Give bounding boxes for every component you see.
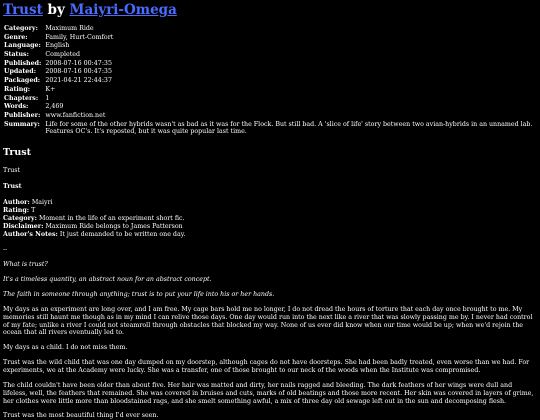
- author-info-line: [3, 199, 537, 207]
- metadata-row: [3, 42, 536, 51]
- metadata-row: [3, 33, 536, 42]
- italic-text: It's a timeless quantity, an abstract noun for an abstract concept.: [3, 276, 212, 284]
- author-info-value: Maximum Ride belongs to James Patterson: [45, 222, 183, 230]
- metadata-label: Rating:: [4, 85, 31, 93]
- author-info-value: It just demanded to be written one day.: [59, 230, 186, 238]
- metadata-label: Summary:: [4, 120, 40, 128]
- metadata-label: Chapters:: [4, 94, 39, 102]
- author-info-block: [3, 199, 537, 238]
- metadata-label: Language:: [4, 42, 41, 50]
- author-info-label: Author's Notes:: [3, 230, 58, 238]
- chapter-title-plain: Trust: [3, 167, 21, 175]
- story-paragraph: Trust was the most beautiful thing I'd ever seen.: [3, 412, 159, 420]
- chapter-title-bold: Trust: [3, 183, 22, 191]
- metadata-row: [3, 94, 536, 103]
- story-body: [3, 306, 537, 420]
- metadata-label: Words:: [4, 103, 29, 111]
- metadata-value: 2008-07-16 00:47:35: [45, 68, 112, 76]
- author-info-label: Rating:: [3, 207, 30, 214]
- italic-text: The faith in someone through anything; trust is to put your life into his or her hands.: [3, 291, 275, 299]
- story-paragraph: My days as a child. I do not miss them.: [3, 344, 128, 352]
- metadata-label: Genre:: [4, 33, 28, 41]
- metadata-label: Category:: [4, 24, 38, 32]
- metadata-value: 2,469: [45, 103, 64, 111]
- metadata-value: Maximum Ride: [45, 24, 94, 32]
- author-info-label: Category:: [3, 214, 37, 222]
- author-info-value: Moment in the life of an experiment short fic.: [38, 214, 185, 222]
- metadata-value: 2008-07-16 00:47:35: [45, 59, 112, 67]
- metadata-row: [3, 24, 536, 33]
- metadata-value: 1: [45, 94, 50, 102]
- metadata-row: [3, 103, 536, 112]
- author-link[interactable]: Maiyri-Omega: [69, 2, 177, 18]
- separator: --: [3, 246, 8, 254]
- story-paragraph: Trust was the wild child that was one day dumped on my doorstep, although cages do not have doorsteps. She had been badly treated, even worse than we had. For experiments, we at the Academy were lucky. She was a transfer, one of those brought to our neck of the woods when the Institute was compromised.: [3, 359, 530, 375]
- metadata-value: Completed: [45, 50, 80, 58]
- metadata-value: www.fanfiction.net: [45, 112, 106, 120]
- author-info-label: Disclaimer:: [3, 222, 44, 230]
- story-title: [3, 2, 537, 18]
- italic-text: What is trust?: [3, 261, 48, 269]
- metadata-row: [3, 120, 536, 136]
- italic-line: [3, 291, 537, 299]
- author-info-value: T: [31, 207, 36, 214]
- metadata-row: [3, 50, 536, 59]
- by-text: by: [47, 2, 65, 18]
- metadata-row: [3, 77, 536, 86]
- chapter-heading: Trust: [3, 146, 32, 158]
- metadata-value: K+: [45, 85, 56, 93]
- author-info-line: [3, 207, 537, 215]
- italic-line: [3, 261, 537, 269]
- metadata-table: [3, 24, 536, 136]
- metadata-row: [3, 68, 536, 77]
- metadata-value: Life for some of the other hybrids wasn't as bad as it was for the Flock. But still bad. A 'slice of life' story between two avian-hybrids in an unnamed lab. Features OC's. It's reposted, but it was quite popular last time.: [45, 120, 533, 136]
- story-paragraph: My days as an experiment are long over, and I am free. My cage bars hold me no longer, I do not dread the hours of torture that each day once brought to me. My memories still haunt me though as in my mind I can relive those days. One day would run into the next like a river that was slowly passing me by. I never had control of my fate; unlike a river I could not steamroll through obstacles that blocked my way. None of us ever did know when our time would be up; when we'd rejoin the ocean that all rivers eventually led to.: [3, 305, 533, 337]
- italic-lines: [3, 261, 537, 299]
- story-paragraph: The child couldn't have been older than about five. Her hair was matted and dirty, her nails ragged and bleeding. The dark feathers of her wings were dull and lifeless, well, the feathers that remained. She was covered in bruises and cuts, marks of old beatings and those more recent. Her skin was covered in layers of grime, her clothes were little more than bloodstained rags, and she smelt something awful, a mix of three day old sewage left out in the sun and decomposing flesh.: [3, 381, 534, 405]
- author-info-line: [3, 223, 537, 231]
- author-info-label: Author:: [3, 199, 30, 207]
- italic-line: [3, 276, 537, 284]
- metadata-value: Family, Hurt-Comfort: [45, 33, 114, 41]
- story-title-link[interactable]: Trust: [3, 2, 43, 18]
- metadata-label: Status:: [4, 50, 29, 58]
- author-info-line: [3, 231, 537, 239]
- metadata-label: Packaged:: [4, 77, 41, 85]
- metadata-value: 2021-04-21 22:44:37: [45, 77, 112, 85]
- author-info-value: Maiyri: [31, 199, 53, 207]
- metadata-value: English: [45, 42, 70, 50]
- metadata-row: [3, 85, 536, 94]
- metadata-label: Updated:: [4, 68, 37, 76]
- metadata-label: Publisher:: [4, 112, 41, 120]
- metadata-row: [3, 59, 536, 68]
- author-info-line: [3, 215, 537, 223]
- metadata-label: Published:: [4, 59, 42, 67]
- metadata-row: [3, 112, 536, 121]
